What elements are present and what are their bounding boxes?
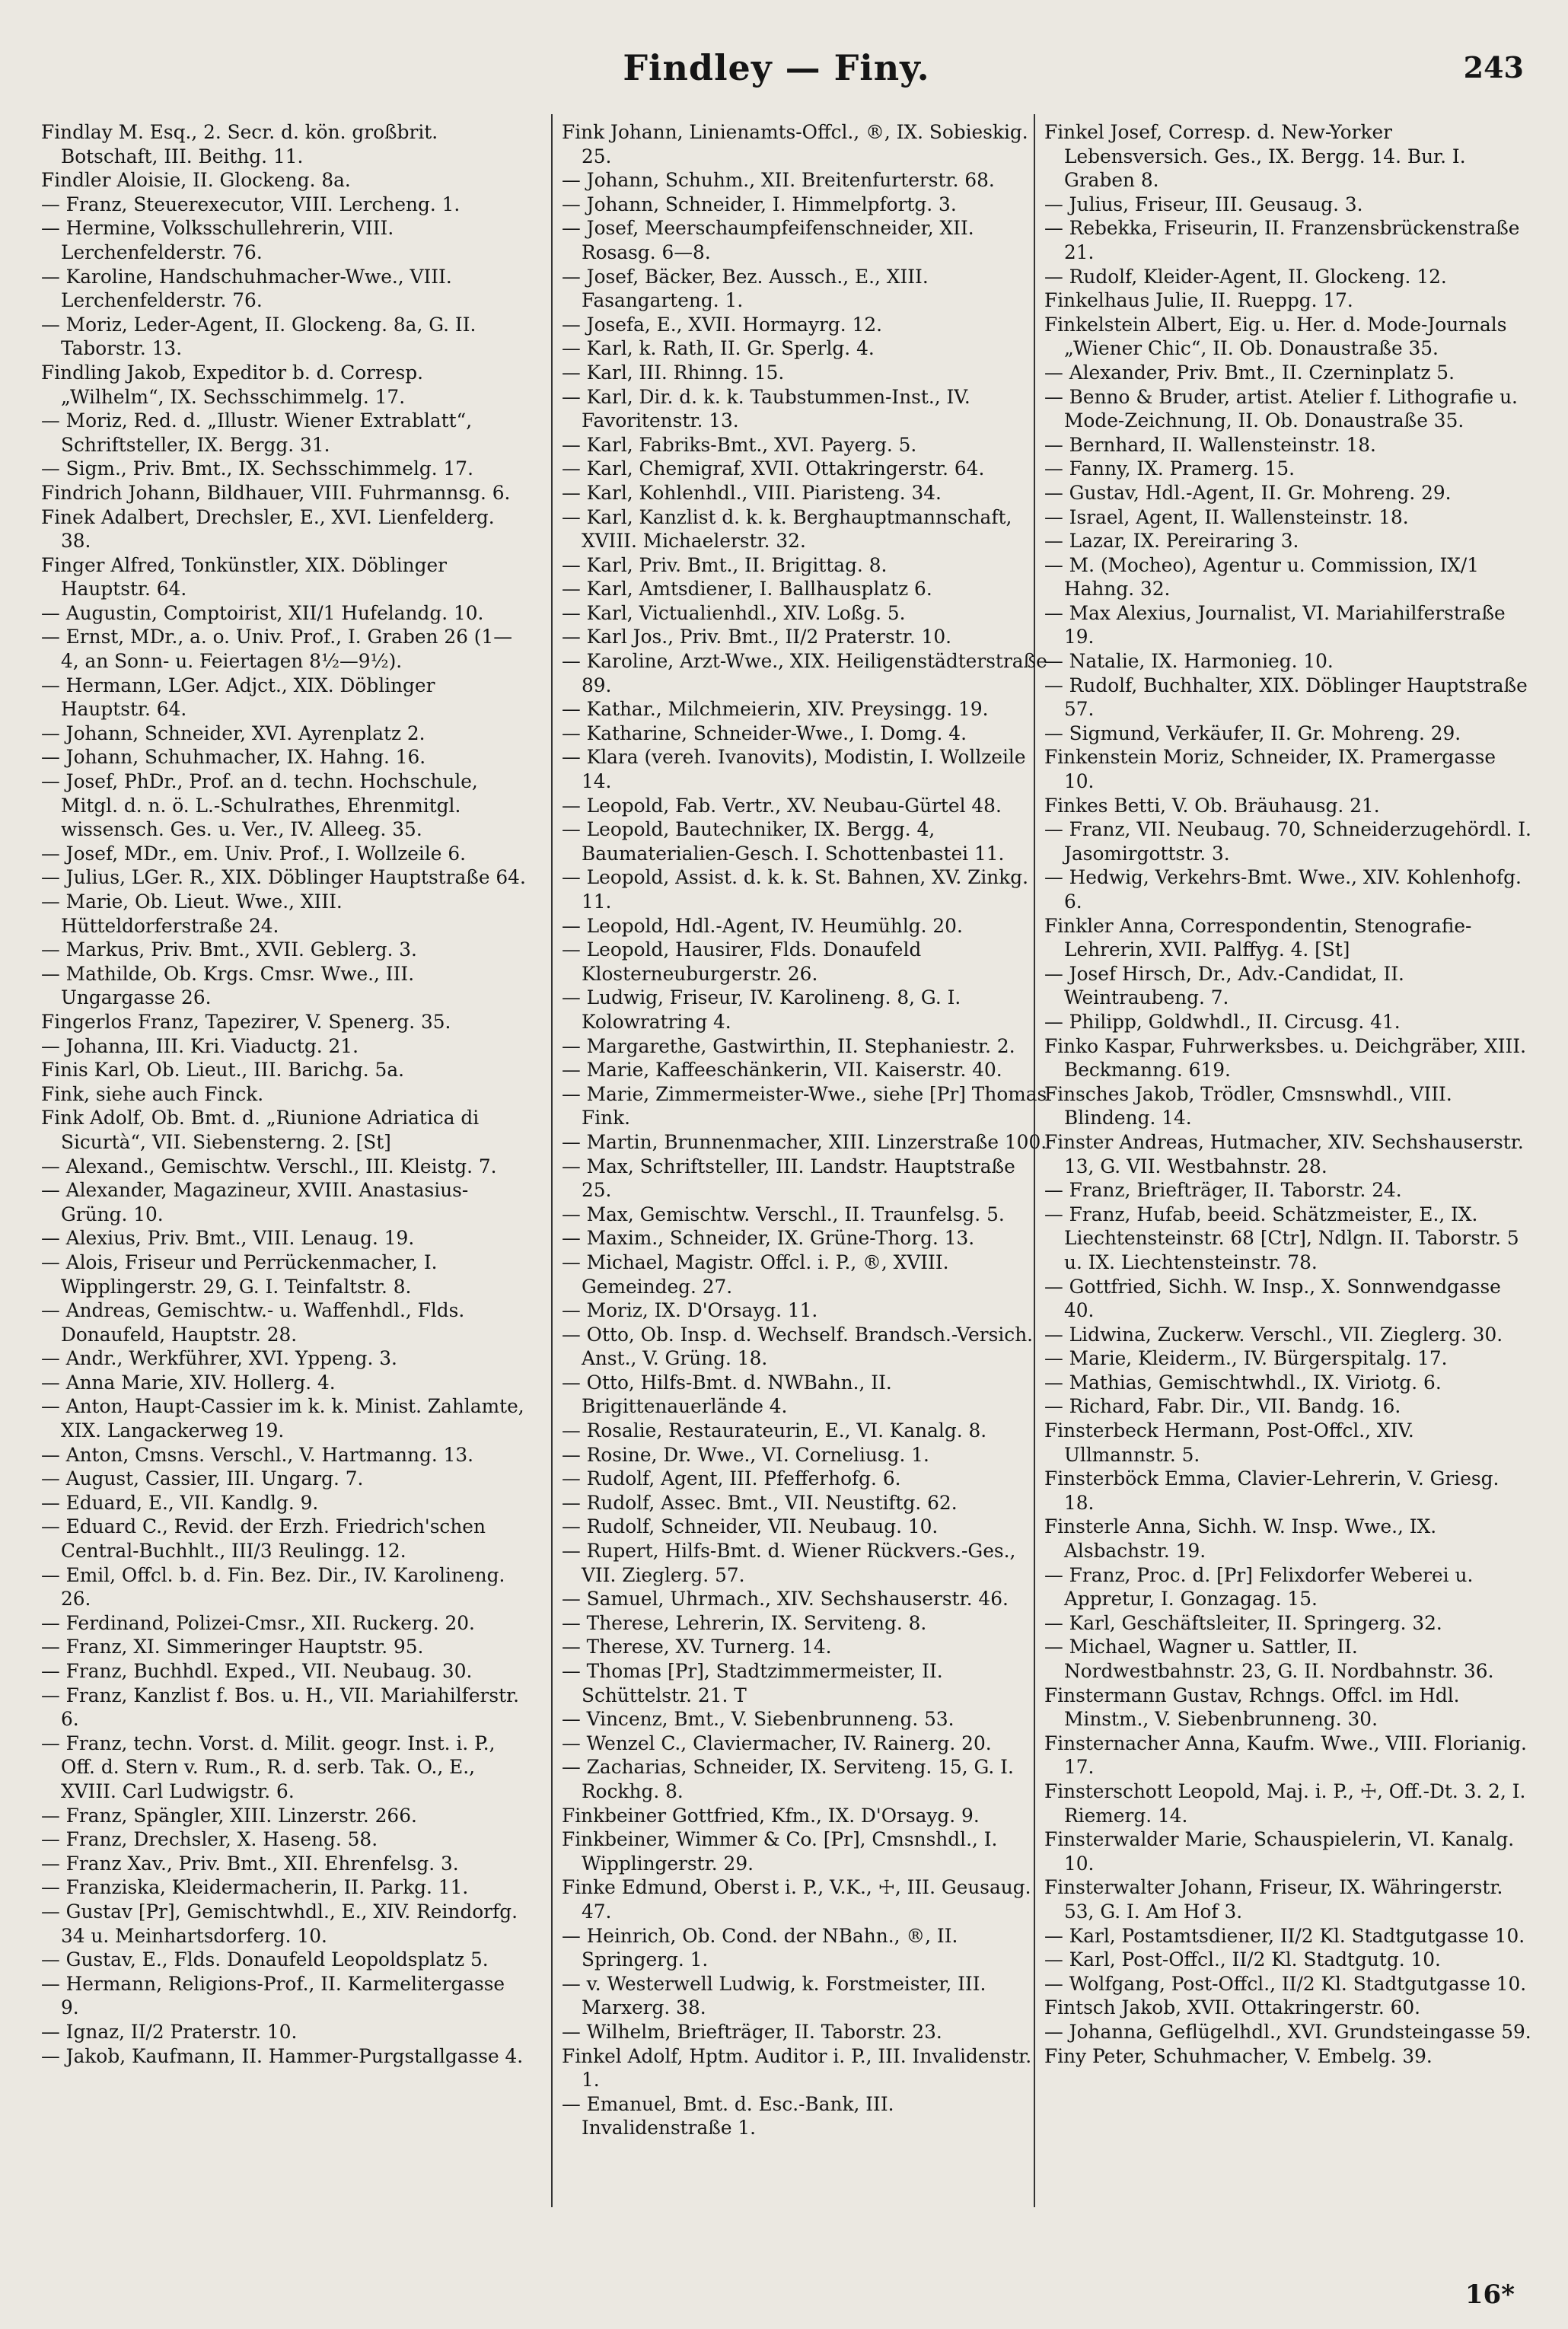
directory-entry: Fink Adolf, Ob. Bmt. d. „Riunione Adriatica di Sicurtà“, VII. Siebensterng. 2. [St] [41, 1107, 480, 1153]
directory-entry: — Otto, Ob. Insp. d. Wechself. Brandsch.-Versich. Anst., V. Grüng. 18. [562, 1323, 1034, 1370]
directory-entry: — Karl, Postamtsdiener, II/2 Kl. Stadtgutgasse 10. [1044, 1924, 1525, 1947]
directory-entry: Fintsch Jakob, XVII. Ottakringerstr. 60. [1044, 1996, 1421, 2019]
directory-entry: Finsternacher Anna, Kaufm. Wwe., VIII. Florianig. 17. [1044, 1732, 1527, 1779]
directory-entry: — Bernhard, II. Wallensteinstr. 18. [1044, 433, 1376, 456]
directory-entry: — Johann, Schuhmacher, IX. Hahng. 16. [41, 746, 426, 769]
directory-entry: — Rudolf, Kleider-Agent, II. Glockeng. 12. [1044, 265, 1447, 288]
directory-entry: — Klara (vereh. Ivanovits), Modistin, I. Wollzeile 14. [562, 746, 1026, 793]
directory-entry: — Karl, Fabriks-Bmt., XVI. Payerg. 5. [562, 433, 917, 456]
directory-entry: — Marie, Kleiderm., IV. Bürgerspitalg. 17. [1044, 1347, 1448, 1370]
directory-entry: — Hermann, Religions-Prof., II. Karmelitergasse 9. [41, 1972, 505, 2019]
directory-entry: — Anton, Haupt-Cassier im k. k. Minist. Zahlamte, XIX. Langackerweg 19. [41, 1395, 524, 1442]
directory-entry: Finsterwalder Marie, Schauspielerin, VI. Kanalg. 10. [1044, 1828, 1515, 1875]
directory-entry: Finsches Jakob, Trödler, Cmsnswhdl., VIII. Blindeng. 14. [1044, 1082, 1452, 1129]
directory-entry: Finke Edmund, Oberst i. P., V.K., ☩, III. Geusaug. 47. [562, 1876, 1031, 1923]
directory-entry: — Zacharias, Schneider, IX. Serviteng. 15, G. I. Rockhg. 8. [562, 1756, 1014, 1802]
directory-entry: Finsterbeck Hermann, Post-Offcl., XIV. Ullmannstr. 5. [1044, 1419, 1414, 1466]
directory-entry: — Mathilde, Ob. Krgs. Cmsr. Wwe., III. Ungargasse 26. [41, 962, 415, 1009]
directory-entry: — Josefa, E., XVII. Hormayrg. 12. [562, 313, 882, 336]
directory-entry: — Max Alexius, Journalist, VI. Mariahilferstraße 19. [1044, 601, 1506, 648]
directory-entry: — Heinrich, Ob. Cond. der NBahn., ®, II. Springerg. 1. [562, 1924, 958, 1971]
directory-entry: — Josef, PhDr., Prof. an d. techn. Hochschule, Mitgl. d. n. ö. L.-Schulrathes, Ehrenmitgl. wissensch. Ges. u. Ver., IV. Alleeg. 35. [41, 770, 478, 841]
directory-entry: — Ignaz, II/2 Praterstr. 10. [41, 2020, 298, 2043]
directory-entry: — Franz, Spängler, XIII. Linzerstr. 266. [41, 1804, 417, 1827]
directory-entry: — Karl, Kohlenhdl., VIII. Piaristeng. 34. [562, 481, 942, 504]
directory-entry: — Leopold, Bautechniker, IX. Bergg. 4, Baumaterialien-Gesch. I. Schottenbastei 11. [562, 818, 1005, 865]
directory-entry: — Andr., Werkführer, XVI. Yppeng. 3. [41, 1347, 397, 1370]
directory-entry: — Franz, Steuerexecutor, VIII. Lercheng. 1. [41, 193, 461, 215]
directory-entry: — Gustav, E., Flds. Donaufeld Leopoldsplatz 5. [41, 1948, 489, 1971]
directory-entry: — Franz, Drechsler, X. Haseng. 58. [41, 1828, 378, 1851]
directory-entry: — Wilhelm, Briefträger, II. Taborstr. 23. [562, 2020, 942, 2043]
directory-entry: Finkbeiner, Wimmer & Co. [Pr], Cmsnshdl., I. Wipplingerstr. 29. [562, 1828, 998, 1875]
directory-entry: — Leopold, Assist. d. k. k. St. Bahnen, XV. Zinkg. 11. [562, 866, 1029, 913]
directory-entry: — Karoline, Arzt-Wwe., XIX. Heiligenstädterstraße 89. [562, 650, 1047, 696]
directory-entry: — Josef Hirsch, Dr., Adv.-Candidat, II. Weintraubeng. 7. [1044, 962, 1404, 1009]
directory-entry: — Karl, Kanzlist d. k. k. Berghauptmannschaft, XVIII. Michaelerstr. 32. [562, 505, 1012, 553]
directory-entry: — Michael, Magistr. Offcl. i. P., ®, XVIII. Gemeindeg. 27. [562, 1251, 949, 1298]
directory-entry: — Julius, LGer. R., XIX. Döblinger Hauptstraße 64. [41, 866, 526, 889]
directory-entry: — Moriz, IX. D'Orsayg. 11. [562, 1299, 818, 1322]
directory-entry: — Franz, Hufab, beeid. Schätzmeister, E., IX. Liechtensteinstr. 68 [Ctr], Ndlgn. II. Taborstr. 5 u. IX. Liechtensteinstr. 78. [1044, 1203, 1519, 1273]
directory-entry: — Jakob, Kaufmann, II. Hammer-Purgstallgasse 4. [41, 2044, 524, 2067]
directory-entry: — Lidwina, Zuckerw. Verschl., VII. Zieglerg. 30. [1044, 1323, 1503, 1346]
column-rule [551, 114, 553, 2207]
directory-entry: — Franz, Proc. d. [Pr] Felixdorfer Weberei u. Appretur, I. Gonzagag. 15. [1044, 1563, 1474, 1611]
directory-entry: — Otto, Hilfs-Bmt. d. NWBahn., II. Brigittenauerlände 4. [562, 1371, 892, 1418]
directory-entry: — Lazar, IX. Pereiraring 3. [1044, 530, 1299, 553]
directory-entry: Fingerlos Franz, Tapezirer, V. Spenerg. 35. [41, 1010, 451, 1033]
directory-entry: Fink Johann, Linienamts-Offcl., ®, IX. Sobieskig. 25. [562, 121, 1028, 167]
page-header [0, 47, 1568, 100]
directory-entry: — Moriz, Red. d. „Illustr. Wiener Extrablatt“, Schriftsteller, IX. Bergg. 31. [41, 409, 473, 456]
directory-entry: Finkelhaus Julie, II. Rueppg. 17. [1044, 289, 1353, 312]
directory-entry: Finsterwalter Johann, Friseur, IX. Währingerstr. 53, G. I. Am Hof 3. [1044, 1876, 1503, 1923]
directory-entry: Finkel Adolf, Hptm. Auditor i. P., III. Invalidenstr. 1. [562, 2044, 1032, 2092]
directory-entry: — Franz, Buchhdl. Exped., VII. Neubaug. 30. [41, 1660, 473, 1682]
directory-entry: Fink, siehe auch Finck. [41, 1082, 264, 1105]
directory-entry: — Leopold, Hdl.-Agent, IV. Heumühlg. 20. [562, 914, 963, 937]
directory-entry: — Josef, Bäcker, Bez. Aussch., E., XIII. Fasangarteng. 1. [562, 265, 929, 312]
directory-entry: — Marie, Kaffeeschänkerin, VII. Kaiserstr. 40. [562, 1059, 1002, 1082]
directory-entry: — Natalie, IX. Harmonieg. 10. [1044, 650, 1334, 673]
directory-entry: Finsterböck Emma, Clavier-Lehrerin, V. Griesg. 18. [1044, 1467, 1499, 1514]
directory-entry: — Emanuel, Bmt. d. Esc.-Bank, III. Invalidenstraße 1. [562, 2092, 894, 2139]
directory-entry: — Karl, Amtsdiener, I. Ballhausplatz 6. [562, 578, 932, 601]
directory-entry: — Karl Jos., Priv. Bmt., II/2 Praterstr. 10. [562, 626, 951, 648]
directory-entry: — Max, Gemischtw. Verschl., II. Traunfelsg. 5. [562, 1203, 1005, 1225]
directory-entry: Finis Karl, Ob. Lieut., III. Barichg. 5a. [41, 1059, 405, 1082]
directory-entry: — Karoline, Handschuhmacher-Wwe., VIII. Lerchenfelderstr. 76. [41, 265, 452, 312]
directory-entry: — Sigm., Priv. Bmt., IX. Sechsschimmelg. 17. [41, 457, 473, 480]
directory-entry: Finster Andreas, Hutmacher, XIV. Sechshauserstr. 13, G. VII. Westbahnstr. 28. [1044, 1130, 1524, 1177]
directory-entry: — Karl, Priv. Bmt., II. Brigittag. 8. [562, 553, 888, 576]
directory-entry: — Martin, Brunnenmacher, XIII. Linzerstraße 100. [562, 1130, 1047, 1153]
directory-entry: Finkenstein Moriz, Schneider, IX. Pramergasse 10. [1044, 746, 1496, 793]
directory-entry: — Rudolf, Schneider, VII. Neubaug. 10. [562, 1515, 939, 1538]
directory-entry: — Rudolf, Agent, III. Pfefferhofg. 6. [562, 1467, 901, 1490]
directory-entry: — Rosalie, Restaurateurin, E., VI. Kanalg. 8. [562, 1419, 987, 1442]
directory-entry: — Johanna, Geflügelhdl., XVI. Grundsteingasse 59. [1044, 2020, 1531, 2043]
directory-entry: — Gottfried, Sichh. W. Insp., X. Sonnwendgasse 40. [1044, 1275, 1501, 1322]
directory-entry: — Karl, III. Rhinng. 15. [562, 361, 785, 384]
directory-entry: — Franz, Briefträger, II. Taborstr. 24. [1044, 1179, 1402, 1202]
directory-entry: — Maxim., Schneider, IX. Grüne-Thorg. 13. [562, 1227, 975, 1250]
directory-entry: — Philipp, Goldwhdl., II. Circusg. 41. [1044, 1010, 1401, 1033]
directory-entry: — Ernst, MDr., a. o. Univ. Prof., I. Graben 26 (1—4, an Sonn- u. Feiertagen 8½—9½). [41, 626, 513, 673]
directory-entry: Finsterle Anna, Sichh. W. Insp. Wwe., IX. Alsbachstr. 19. [1044, 1515, 1437, 1563]
directory-entry: Findrich Johann, Bildhauer, VIII. Fuhrmannsg. 6. [41, 481, 511, 504]
directory-entry: — Rebekka, Friseurin, II. Franzensbrückenstraße 21. [1044, 217, 1520, 263]
directory-entry: Finko Kaspar, Fuhrwerksbes. u. Deichgräber, XIII. Beckmanng. 619. [1044, 1034, 1527, 1082]
directory-entry: — Alexander, Priv. Bmt., II. Czerninplatz 5. [1044, 361, 1455, 384]
directory-entry: — Josef, MDr., em. Univ. Prof., I. Wollzeile 6. [41, 842, 467, 865]
directory-entry: — Richard, Fabr. Dir., VII. Bandg. 16. [1044, 1395, 1401, 1418]
directory-entry: — Karl, Victualienhdl., XIV. Loßg. 5. [562, 601, 906, 624]
directory-entry: Findlay M. Esq., 2. Secr. d. kön. großbrit. Botschaft, III. Beithg. 11. [41, 121, 438, 167]
directory-entry: — Anton, Cmsns. Verschl., V. Hartmanng. 13. [41, 1443, 474, 1466]
directory-entry: — Karl, Post-Offcl., II/2 Kl. Stadtgutg. 10. [1044, 1948, 1441, 1971]
directory-entry: — Max, Schriftsteller, III. Landstr. Hauptstraße 25. [562, 1155, 1015, 1202]
directory-entry: — Franz, Kanzlist f. Bos. u. H., VII. Mariahilferstr. 6. [41, 1684, 520, 1731]
directory-entry: — Alois, Friseur und Perrückenmacher, I. Wipplingerstr. 29, G. I. Teinfaltstr. 8. [41, 1251, 438, 1298]
directory-entry: Finkelstein Albert, Eig. u. Her. d. Mode-Journals „Wiener Chic“, II. Ob. Donaustraße 35. [1044, 313, 1507, 360]
directory-entry: — Marie, Ob. Lieut. Wwe., XIII. Hütteldorferstraße 24. [41, 890, 343, 937]
directory-entry: — Benno & Bruder, artist. Atelier f. Lithografie u. Mode-Zeichnung, II. Ob. Donaustraße 35. [1044, 385, 1518, 432]
directory-entry: — Therese, XV. Turnerg. 14. [562, 1636, 832, 1658]
directory-entry: Finek Adalbert, Drechsler, E., XVI. Lienfelderg. 38. [41, 505, 495, 553]
directory-entry: — Rupert, Hilfs-Bmt. d. Wiener Rückvers.-Ges., VII. Zieglerg. 57. [562, 1540, 1016, 1586]
directory-entry: — v. Westerwell Ludwig, k. Forstmeister, III. Marxerg. 38. [562, 1972, 986, 2019]
directory-entry: — Leopold, Hausirer, Flds. Donaufeld Klosterneuburgerstr. 26. [562, 938, 922, 985]
directory-entry: — Augustin, Comptoirist, XII/1 Hufelandg. 10. [41, 601, 484, 624]
directory-entry: — Rosine, Dr. Wwe., VI. Corneliusg. 1. [562, 1443, 929, 1466]
directory-entry: — Karl, Chemigraf, XVII. Ottakringerstr. 64. [562, 457, 985, 480]
directory-entry: — Franz, techn. Vorst. d. Milit. geogr. Inst. i. P., Off. d. Stern v. Rum., R. d. serb. Tak. O., E., XVIII. Carl Ludwigstr. 6. [41, 1732, 496, 1802]
directory-entry: — Alexand., Gemischtw. Verschl., III. Kleistg. 7. [41, 1155, 497, 1177]
directory-entry: — Moriz, Leder-Agent, II. Glockeng. 8a, G. II. Taborstr. 13. [41, 313, 476, 360]
directory-entry: — Ferdinand, Polizei-Cmsr., XII. Ruckerg. 20. [41, 1611, 475, 1634]
directory-entry: — Johann, Schneider, I. Himmelpfortg. 3. [562, 193, 957, 215]
directory-entry: — Josef, Meerschaumpfeifenschneider, XII. Rosasg. 6—8. [562, 217, 974, 263]
directory-entry: — Ludwig, Friseur, IV. Karolineng. 8, G. I. Kolowratring 4. [562, 986, 961, 1033]
directory-entry: — Markus, Priv. Bmt., XVII. Geblerg. 3. [41, 938, 417, 961]
directory-entry: Finger Alfred, Tonkünstler, XIX. Döblinger Hauptstr. 64. [41, 553, 448, 601]
directory-entry: — Thomas [Pr], Stadtzimmermeister, II. Schüttelstr. 21. T [562, 1660, 943, 1706]
directory-entry: — Gustav [Pr], Gemischtwhdl., E., XIV. Reindorfg. 34 u. Meinhartsdorferg. 10. [41, 1900, 518, 1947]
directory-entry: — Julius, Friseur, III. Geusaug. 3. [1044, 193, 1363, 215]
directory-entry: — Samuel, Uhrmach., XIV. Sechshauserstr. 46. [562, 1588, 1009, 1611]
directory-entry: — Karl, Geschäftsleiter, II. Springerg. 32. [1044, 1611, 1442, 1634]
directory-entry: Finkbeiner Gottfried, Kfm., IX. D'Orsayg. 9. [562, 1804, 980, 1827]
directory-entry: — Fanny, IX. Pramerg. 15. [1044, 457, 1296, 480]
directory-entry: — Israel, Agent, II. Wallensteinstr. 18. [1044, 505, 1409, 528]
directory-entry: Finkel Josef, Corresp. d. New-Yorker Lebensversich. Ges., IX. Bergg. 14. Bur. I. Graben 8. [1044, 121, 1466, 192]
directory-entry: — Katharine, Schneider-Wwe., I. Domg. 4. [562, 722, 967, 744]
directory-entry: Findling Jakob, Expeditor b. d. Corresp. „Wilhelm“, IX. Sechsschimmelg. 17. [41, 361, 423, 408]
directory-entry: — Sigmund, Verkäufer, II. Gr. Mohreng. 29. [1044, 722, 1461, 744]
directory-entry: — Eduard, E., VII. Kandlg. 9. [41, 1491, 319, 1514]
directory-entry: — Franz Xav., Priv. Bmt., XII. Ehrenfelsg. 3. [41, 1852, 459, 1875]
directory-entry: — Johann, Schuhm., XII. Breitenfurterstr. 68. [562, 169, 995, 192]
directory-entry: — Leopold, Fab. Vertr., XV. Neubau-Gürtel 48. [562, 794, 1002, 817]
directory-entry: — Johann, Schneider, XVI. Ayrenplatz 2. [41, 722, 425, 744]
running-title: Findley — Finy. [623, 47, 930, 88]
directory-entry: — Hedwig, Verkehrs-Bmt. Wwe., XIV. Kohlenhofg. 6. [1044, 866, 1522, 913]
directory-entry: — Michael, Wagner u. Sattler, II. Nordwestbahnstr. 23, G. II. Nordbahnstr. 36. [1044, 1636, 1494, 1682]
directory-entry: — Karl, k. Rath, II. Gr. Sperlg. 4. [562, 337, 875, 360]
column-middle [562, 120, 1049, 2140]
directory-entry: Finkes Betti, V. Ob. Bräuhausg. 21. [1044, 794, 1380, 817]
directory-entry: — Wenzel C., Claviermacher, IV. Rainerg. 20. [562, 1732, 992, 1754]
column-right [1044, 120, 1531, 2068]
directory-entry: — Wolfgang, Post-Offcl., II/2 Kl. Stadtgutgasse 10. [1044, 1972, 1527, 1995]
directory-entry: — Franz, XI. Simmeringer Hauptstr. 95. [41, 1636, 424, 1658]
directory-entry: — Eduard C., Revid. der Erzh. Friedrich'schen Central-Buchhlt., III/3 Reulingg. 12. [41, 1515, 486, 1563]
directory-entry: — Kathar., Milchmeierin, XIV. Preysingg. 19. [562, 698, 989, 721]
directory-entry: — Alexander, Magazineur, XVIII. Anastasius-Grüng. 10. [41, 1179, 469, 1225]
directory-entry: — Franz, VII. Neubaug. 70, Schneiderzugehördl. I. Jasomirgottstr. 3. [1044, 818, 1531, 865]
directory-entry: — Hermine, Volksschullehrerin, VIII. Lerchenfelderstr. 76. [41, 217, 394, 263]
directory-entry: — August, Cassier, III. Ungarg. 7. [41, 1467, 364, 1490]
column-left [41, 120, 528, 2068]
directory-entry: Finy Peter, Schuhmacher, V. Embelg. 39. [1044, 2044, 1433, 2067]
directory-entry: Finsterschott Leopold, Maj. i. P., ☩, Off.-Dt. 3. 2, I. Riemerg. 14. [1044, 1779, 1526, 1827]
directory-entry: — M. (Mocheo), Agentur u. Commission, IX/1 Hahng. 32. [1044, 553, 1480, 601]
directory-entry: — Andreas, Gemischtw.- u. Waffenhdl., Flds. Donaufeld, Hauptstr. 28. [41, 1299, 465, 1346]
directory-entry: — Alexius, Priv. Bmt., VIII. Lenaug. 19. [41, 1227, 415, 1250]
directory-entry: — Rudolf, Buchhalter, XIX. Döblinger Hauptstraße 57. [1044, 674, 1528, 721]
directory-entry: — Gustav, Hdl.-Agent, II. Gr. Mohreng. 29. [1044, 481, 1452, 504]
directory-entry: — Margarethe, Gastwirthin, II. Stephaniestr. 2. [562, 1034, 1015, 1057]
directory-entry: Finkler Anna, Correspondentin, Stenografie-Lehrerin, XVII. Palffyg. 4. [St] [1044, 914, 1472, 961]
directory-entry: — Rudolf, Assec. Bmt., VII. Neustiftg. 62. [562, 1491, 958, 1514]
directory-entry: — Mathias, Gemischtwhdl., IX. Viriotg. 6. [1044, 1371, 1442, 1394]
directory-entry: — Karl, Dir. d. k. k. Taubstummen-Inst., IV. Favoritenstr. 13. [562, 385, 970, 432]
directory-entry: — Vincenz, Bmt., V. Siebenbrunneng. 53. [562, 1708, 955, 1731]
directory-entry: — Anna Marie, XIV. Hollerg. 4. [41, 1371, 336, 1394]
directory-entry: — Johanna, III. Kri. Viaductg. 21. [41, 1034, 359, 1057]
directory-entry: — Therese, Lehrerin, IX. Serviteng. 8. [562, 1611, 927, 1634]
directory-entry: — Franziska, Kleidermacherin, II. Parkg. 11. [41, 1876, 469, 1899]
directory-entry: — Marie, Zimmermeister-Wwe., siehe [Pr] Thomas Fink. [562, 1082, 1047, 1129]
directory-entry: — Hermann, LGer. Adjct., XIX. Döblinger Hauptstr. 64. [41, 674, 435, 721]
directory-entry: Findler Aloisie, II. Glockeng. 8a. [41, 169, 351, 192]
directory-entry: — Emil, Offcl. b. d. Fin. Bez. Dir., IV. Karolineng. 26. [41, 1563, 505, 1611]
page-number: 243 [1463, 50, 1524, 84]
signature-mark: 16* [1464, 2280, 1515, 2310]
directory-entry: Finstermann Gustav, Rchngs. Offcl. im Hdl. Minstm., V. Siebenbrunneng. 30. [1044, 1684, 1460, 1731]
